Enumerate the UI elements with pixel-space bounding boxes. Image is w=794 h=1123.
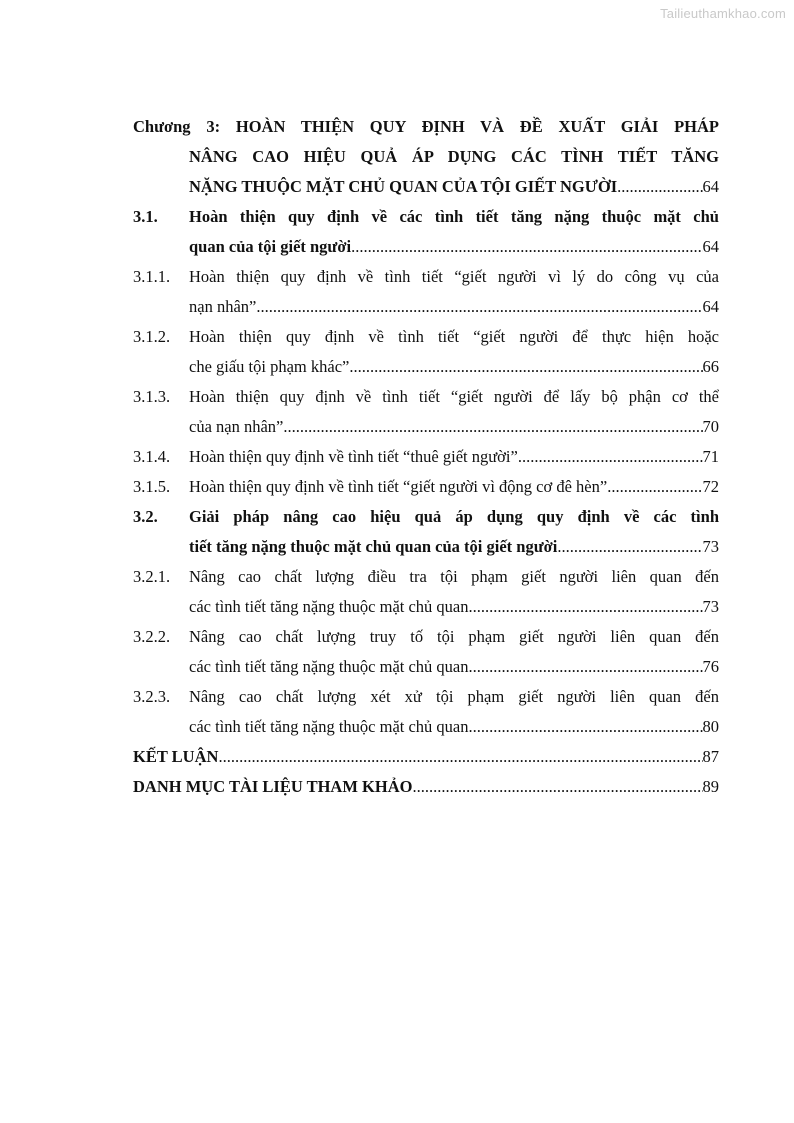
toc-entry-3-1-5[interactable] [133,472,719,502]
dot-leader [469,592,703,622]
section-number: 3.2.3. [133,687,171,706]
page-number: 64 [702,237,719,256]
toc-entry-text: Hoàn thiện quy định về tình tiết “giết người vì lý do công vụ của [189,267,719,286]
toc-entry-text: KẾT LUẬN [133,747,219,766]
dot-leader [518,442,703,472]
toc-line [133,172,719,202]
toc-entry-text: Nâng cao chất lượng xét xử tội phạm giết người liên quan đến [189,687,719,706]
toc-line [133,772,719,802]
toc-line [133,262,719,292]
page-number: 66 [702,357,719,376]
page-number: 89 [702,777,719,796]
toc-entry-text: Nâng cao chất lượng truy tố tội phạm giết người liên quan đến [189,627,719,646]
toc-entry-references[interactable] [133,772,719,802]
watermark: Tailieuthamkhao.com [660,6,786,21]
chapter-label: Chương 3: [133,117,221,136]
toc-entry-text: Hoàn thiện quy định về tình tiết “giết người vì động cơ đê hèn” [189,477,608,496]
toc-entry-3-2[interactable] [133,502,719,562]
section-number: 3.1.2. [133,327,171,346]
dot-leader [469,652,703,682]
dot-leader [607,472,702,502]
chapter-title-line: HOÀN THIỆN QUY ĐỊNH VÀ ĐỀ XUẤT GIẢI PHÁP [235,117,719,136]
page-number: 70 [702,417,719,436]
chapter-title-line: NẶNG THUỘC MẶT CHỦ QUAN CỦA TỘI GIẾT NGƯỜI [189,177,618,196]
toc-line [133,142,719,172]
toc-line [133,292,719,322]
toc-line [133,532,719,562]
toc-line [133,592,719,622]
page-number: 80 [702,717,719,736]
toc-line [133,502,719,532]
page-number: 64 [702,177,719,196]
toc-entry-text: Hoàn thiện quy định về các tình tiết tăng nặng thuộc mặt chủ [189,207,719,226]
toc-entry-text: Hoàn thiện quy định về tình tiết “giết người để lấy bộ phận cơ thể [189,387,719,406]
page-number: 87 [702,747,719,766]
toc-entry-3-2-2[interactable] [133,622,719,682]
toc-entry-3-1-2[interactable] [133,322,719,382]
toc-entry-3-2-3[interactable] [133,682,719,742]
toc-line [133,382,719,412]
toc-line [133,322,719,352]
toc-line [133,112,719,142]
page-number: 73 [702,537,719,556]
toc-entry-text: các tình tiết tăng nặng thuộc mặt chủ quan [189,717,469,736]
toc-entry-text: Nâng cao chất lượng điều tra tội phạm giết người liên quan đến [189,567,719,586]
table-of-contents [133,112,719,802]
toc-entry-conclusion[interactable] [133,742,719,772]
toc-line [133,712,719,742]
toc-line [133,232,719,262]
dot-leader [469,712,703,742]
page-number: 73 [702,597,719,616]
dot-leader [283,412,702,442]
dot-leader [349,352,702,382]
section-number: 3.1.4. [133,447,171,466]
toc-entry-text: Hoàn thiện quy định về tình tiết “thuê giết người” [189,447,518,466]
dot-leader [617,172,702,202]
toc-entry-3-1-4[interactable] [133,442,719,472]
toc-entry-text: Hoàn thiện quy định về tình tiết “giết người để thực hiện hoặc [189,327,719,346]
toc-entry-text: tiết tăng nặng thuộc mặt chủ quan của tội giết người [189,537,558,556]
toc-entry-text: của nạn nhân” [189,417,284,436]
section-number: 3.2. [133,507,158,526]
toc-line [133,742,719,772]
page-number: 64 [702,297,719,316]
section-number: 3.1.5. [133,477,171,496]
toc-line [133,682,719,712]
toc-line [133,202,719,232]
toc-line [133,472,719,502]
toc-entry-3-2-1[interactable] [133,562,719,622]
section-number: 3.1.1. [133,267,171,286]
chapter-title-line: NÂNG CAO HIỆU QUẢ ÁP DỤNG CÁC TÌNH TIẾT TĂNG [189,147,719,166]
toc-entry-text [133,112,719,142]
toc-entry-text: các tình tiết tăng nặng thuộc mặt chủ quan [189,597,469,616]
toc-entry-3-1-3[interactable] [133,382,719,442]
toc-line [133,352,719,382]
toc-entry-text: các tình tiết tăng nặng thuộc mặt chủ quan [189,657,469,676]
toc-entry-chapter-3[interactable] [133,112,719,202]
page-number: 76 [702,657,719,676]
toc-entry-3-1-1[interactable] [133,262,719,322]
section-number: 3.2.2. [133,627,171,646]
section-number: 3.1.3. [133,387,171,406]
dot-leader [557,532,702,562]
dot-leader [218,742,702,772]
dot-leader [351,232,702,262]
section-number: 3.2.1. [133,567,171,586]
toc-entry-text: nạn nhân” [189,297,257,316]
toc-entry-3-1[interactable] [133,202,719,262]
toc-line [133,652,719,682]
toc-entry-text: DANH MỤC TÀI LIỆU THAM KHẢO [133,777,413,796]
toc-line [133,562,719,592]
dot-leader [412,772,702,802]
section-number: 3.1. [133,207,158,226]
page-number: 71 [702,447,719,466]
toc-entry-text: quan của tội giết người [189,237,352,256]
page-number: 72 [702,477,719,496]
toc-line [133,442,719,472]
dot-leader [256,292,702,322]
toc-entry-text: Giải pháp nâng cao hiệu quả áp dụng quy định về các tình [189,507,719,526]
toc-line [133,622,719,652]
toc-entry-text: che giấu tội phạm khác” [189,357,350,376]
toc-line [133,412,719,442]
